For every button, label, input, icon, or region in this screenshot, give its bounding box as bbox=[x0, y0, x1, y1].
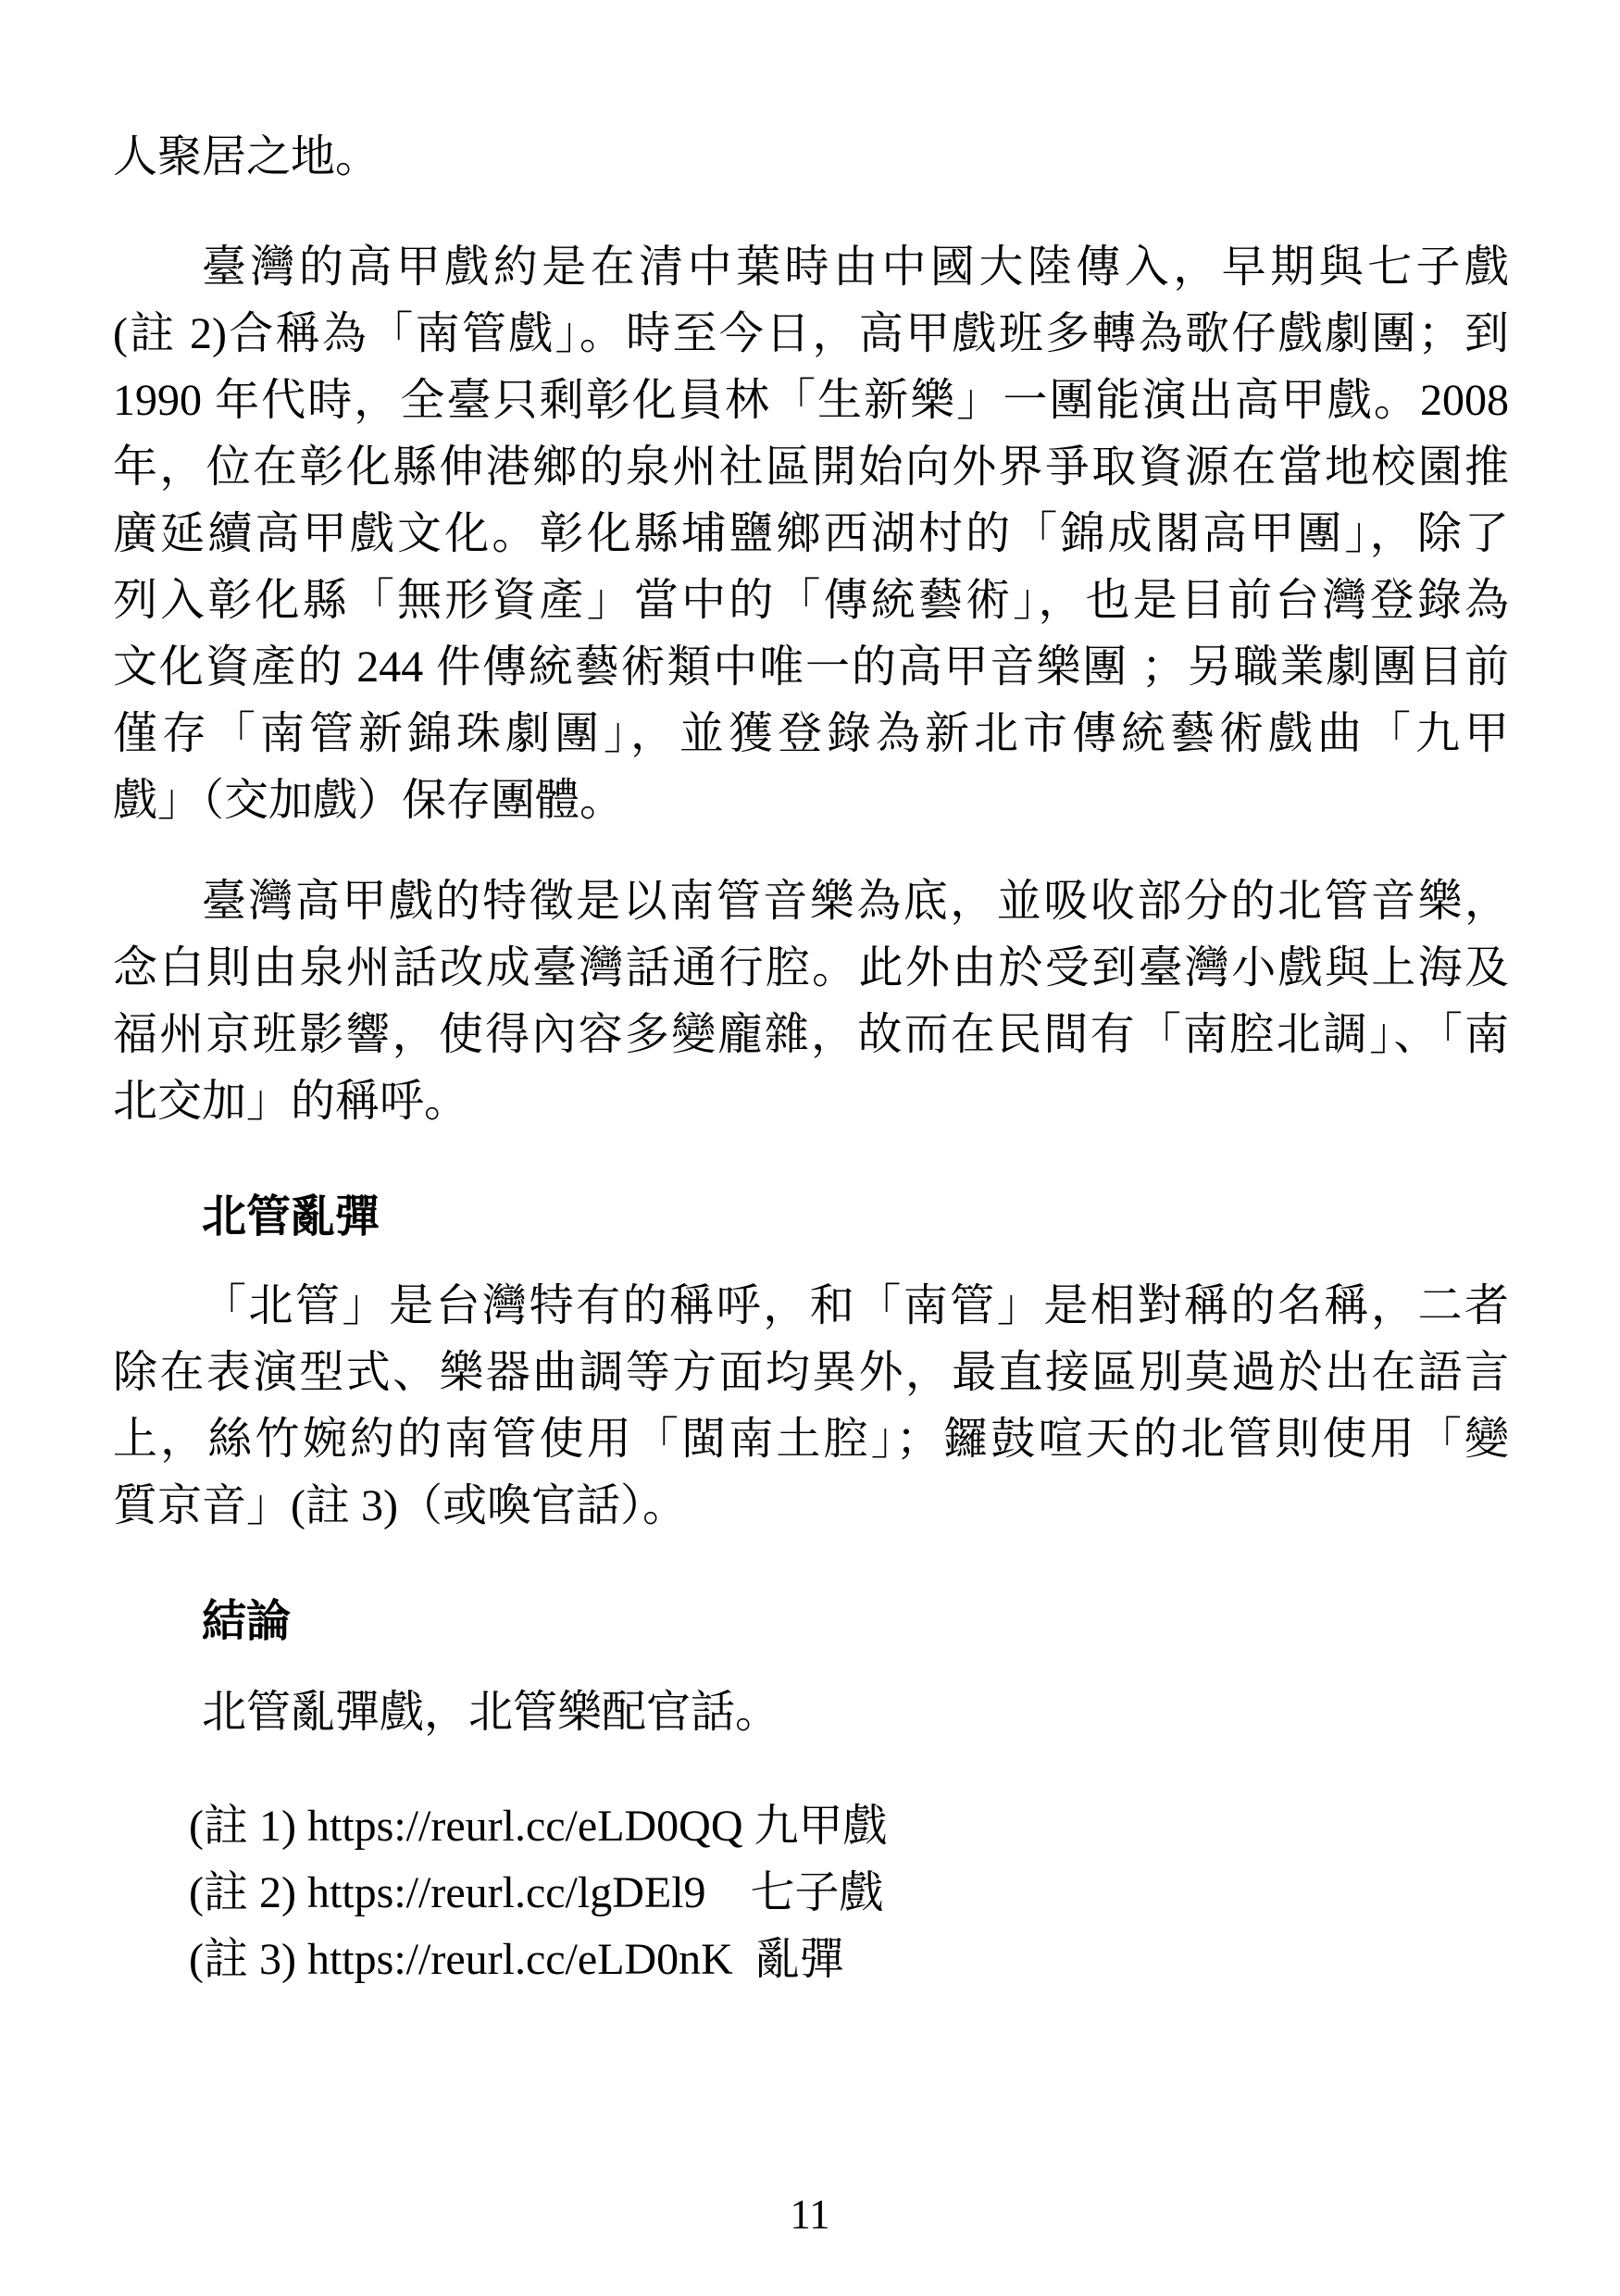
body-line: 文化資產的 244 件傳統藝術類中唯一的高甲音樂團 ；另職業劇團目前 bbox=[113, 643, 1509, 692]
body-line: 除在表演型式、樂器曲調等方面均異外，最直接區別莫過於出在語言 bbox=[113, 1348, 1509, 1397]
body-line: 臺灣的高甲戲約是在清中葉時由中國大陸傳入，早期與七子戲 bbox=[202, 243, 1509, 292]
body-line: 福州京班影響，使得內容多變龐雜，故而在民間有「南腔北調」、「南 bbox=[113, 1010, 1509, 1059]
section-heading-beiguan bbox=[113, 1184, 1509, 1251]
body-line: 戲」（交加戲）保存團體。 bbox=[113, 776, 625, 825]
paragraph-gaojia-features bbox=[113, 868, 1509, 1135]
body-line: 僅存「南管新錦珠劇團」，並獲登錄為新北市傳統藝術戲曲「九甲 bbox=[113, 709, 1509, 758]
paragraph-intro-tail bbox=[113, 124, 1509, 191]
body-line: 念白則由泉州話改成臺灣話通行腔。此外由於受到臺灣小戲與上海及 bbox=[113, 943, 1509, 992]
body-line: 北交加」的稱呼。 bbox=[113, 1077, 469, 1126]
body-line: 廣延續高甲戲文化。彰化縣埔鹽鄉西湖村的「錦成閣高甲團」，除了 bbox=[113, 509, 1509, 558]
body-line: 列入彰化縣「無形資產」當中的「傳統藝術」，也是目前台灣登錄為 bbox=[113, 576, 1509, 625]
footnote-line: (註 1) https://reurl.cc/eLD0QQ 九甲戲 bbox=[189, 1802, 888, 1851]
paragraph-beiguan bbox=[113, 1273, 1509, 1540]
section-heading-conclusion bbox=[113, 1589, 1509, 1655]
paragraph-conclusion bbox=[113, 1679, 1509, 1746]
body-line: 質京音」(註 3)（或喚官話）。 bbox=[113, 1481, 687, 1530]
body-line: 人聚居之地。 bbox=[113, 132, 380, 181]
body-line: 北管亂彈戲，北管樂配官話。 bbox=[202, 1688, 780, 1737]
paragraph-gaojia-history bbox=[113, 234, 1509, 834]
body-line: 臺灣高甲戲的特徵是以南管音樂為底，並吸收部分的北管音樂， bbox=[202, 877, 1509, 926]
footnote-line: (註 3) https://reurl.cc/eLD0nK 亂彈 bbox=[189, 1935, 844, 1984]
body-line: 「北管」是台灣特有的稱呼，和「南管」是相對稱的名稱，二者 bbox=[202, 1281, 1509, 1330]
page-number: 11 bbox=[790, 2191, 830, 2238]
heading-text: 北管亂彈 bbox=[202, 1192, 380, 1242]
body-line: 上，絲竹婉約的南管使用「閩南土腔」；鑼鼓喧天的北管則使用「變 bbox=[113, 1415, 1509, 1464]
footnote-line: (註 2) https://reurl.cc/lgDEl9 七子戲 bbox=[189, 1868, 884, 1917]
footnotes bbox=[113, 1793, 1509, 1993]
body-line: 年，位在彰化縣伸港鄉的泉州社區開始向外界爭取資源在當地校園推 bbox=[113, 443, 1509, 492]
body-line: (註 2)合稱為「南管戲」。時至今日，高甲戲班多轉為歌仔戲劇團；到 bbox=[113, 309, 1509, 358]
body-line: 1990 年代時，全臺只剩彰化員林「生新樂」一團能演出高甲戲。2008 bbox=[113, 376, 1509, 425]
heading-text: 結論 bbox=[202, 1597, 292, 1646]
